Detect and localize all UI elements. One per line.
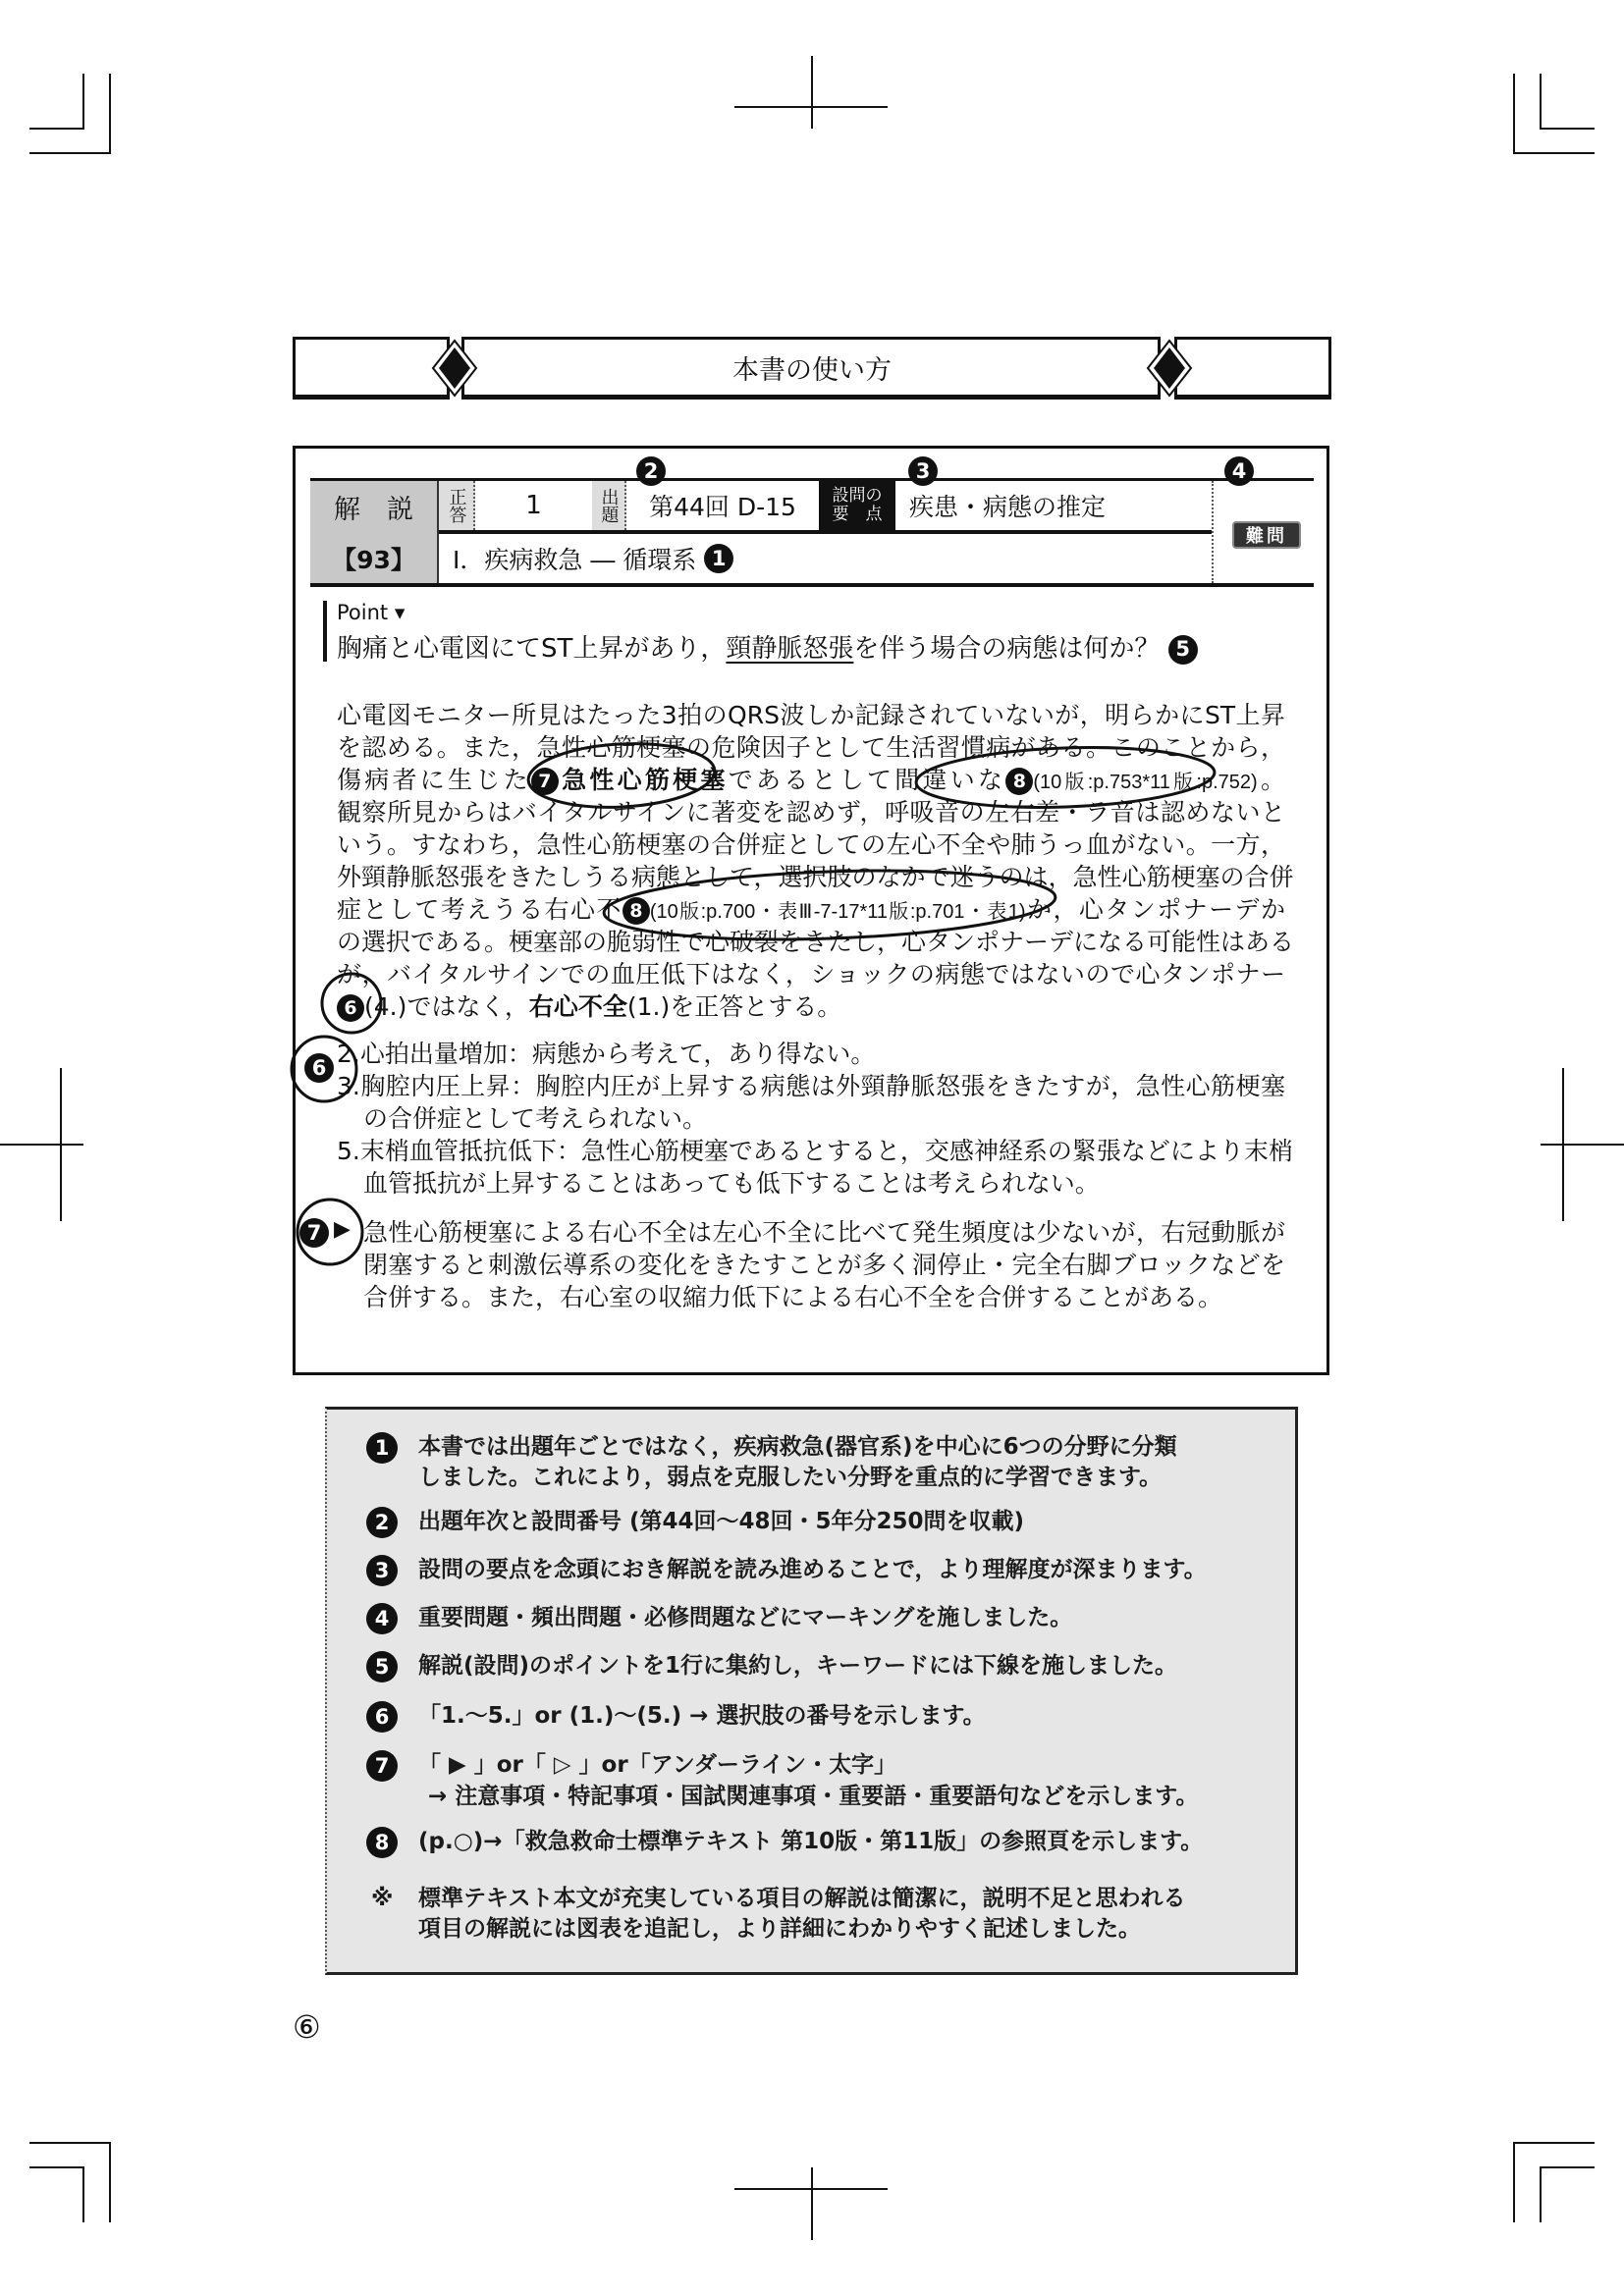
choice-item: 3.胸腔内圧上昇：胸腔内圧が上昇する病態は外頸静脈怒張をきたすが，急性心筋梗塞 xyxy=(337,1072,1285,1100)
yoten-label: 設問の 要 点 xyxy=(819,481,895,530)
body-line: 外頸静脈怒張をきたしうる病態として，選択肢のなかで迷うのは，急性心筋梗塞の合併 xyxy=(337,863,1294,891)
legend-item-1-cont: しました。これにより，弱点を克服したい分野を重点的に学習できます。 xyxy=(418,1465,1163,1490)
marker-2: 2 xyxy=(636,456,666,486)
choice-item: 2.心拍出量増加：病態から考えて，あり得ない。 xyxy=(337,1040,876,1068)
marker-8: 8 xyxy=(623,897,650,925)
keyword-underlined: 頸静脈怒張 xyxy=(726,634,854,664)
body-line: が，バイタルサインでの血圧低下はなく，ショックの病態ではないので心タンポナー xyxy=(337,960,1285,988)
category: Ⅰ．疾病救急 ― 循環系 1 xyxy=(439,534,1212,583)
legend-item-6: 「1.〜5.」or (1.)〜(5.) → 選択肢の番号を示します。 xyxy=(418,1703,986,1729)
section-banner xyxy=(293,337,1331,400)
legend-item-7: 「 ▶ 」or「 ▷ 」or「アンダーライン・太字」 xyxy=(418,1752,897,1778)
choice-item: 5.末梢血管抵抗低下：急性心筋梗塞であるとすると，交感神経系の緊張などにより末梢 xyxy=(337,1137,1293,1165)
marker-4: 4 xyxy=(1224,456,1254,486)
legend-note: 標準テキスト本文が充実している項目の解説は簡潔に，説明不足と思われる xyxy=(418,1886,1186,1911)
point-question: 胸痛と心電図にてST上昇があり，頸静脈怒張を伴う場合の病態は何か？ 5 xyxy=(337,628,1198,665)
point-bar xyxy=(323,601,327,662)
marker-5: 5 xyxy=(1168,635,1198,665)
question-header xyxy=(310,478,1314,588)
question-number: 【93】 xyxy=(332,545,415,574)
note-line: 合併する。また，右心室の収縮力低下による右心不全を合併することがある。 xyxy=(363,1283,1223,1311)
marker-3: 3 xyxy=(908,456,938,486)
marker-6: 6 xyxy=(304,1053,334,1083)
exam-id: 第44回 D-15 xyxy=(649,493,796,521)
body-line: 6 (4.)ではなく，右心不全(1.)を正答とする。 xyxy=(337,991,1285,1023)
banner-title: 本書の使い方 xyxy=(732,355,892,386)
legend-item-1: 本書では出題年ごとではなく，疾病救急(器官系)を中心に6つの分野に分類 xyxy=(418,1434,1177,1460)
legend-item-5: 解説(設問)のポイントを1行に集約し，キーワードには下線を施しました。 xyxy=(418,1653,1178,1679)
legend-note-cont: 項目の解説には図表を追記し，より詳細にわかりやすく記述しました。 xyxy=(418,1916,1141,1942)
marker-1: 1 xyxy=(704,544,733,573)
body-line: 傷病者に生じた 7 急性心筋梗塞であるとして間違いな 8 (10版:p.753*11版:p.752)。 xyxy=(337,766,1285,794)
marker-5: 5 xyxy=(366,1651,398,1682)
legend-item-8: (p.○)→「救急救命士標準テキスト 第10版・第11版」の参照頁を示します。 xyxy=(418,1829,1204,1854)
marker-7: 7 xyxy=(531,768,559,795)
marker-6: 6 xyxy=(337,994,364,1022)
choice-item-cont: の合併症として考えられない。 xyxy=(363,1104,708,1133)
marker-8: 8 xyxy=(1005,768,1033,795)
legend-item-7-cont: → 注意事項・特記事項・国試関連事項・重要語・重要語句などを示します。 xyxy=(428,1784,1199,1809)
marker-4: 4 xyxy=(366,1603,398,1634)
marker-7: 7 xyxy=(366,1750,398,1782)
difficult-badge: 難問 xyxy=(1232,521,1301,549)
page-number: ⑥ xyxy=(293,2008,321,2046)
note-line: 閉塞すると刺激伝導系の変化をきたすことが多く洞停止・完全右脚ブロックなどを xyxy=(363,1251,1285,1279)
body-line: 心電図モニター所見はたった3拍のQRS波しか記録されていないが，明らかにST上昇 xyxy=(337,701,1285,729)
marker-7: 7 xyxy=(299,1218,329,1248)
body-line: の選択である。梗塞部の脆弱性で心破裂をきたし，心タンポナーデになる可能性はある xyxy=(337,928,1295,956)
choice-item-cont: 血管抵抗が上昇することはあっても低下することは考えられない。 xyxy=(363,1169,1100,1198)
kaisetsu-label: 解 説 xyxy=(334,495,413,526)
body-line: 観察所見からはバイタルサインに著変を認めず，呼吸音の左右差・ラ音は認めないと xyxy=(337,798,1285,827)
textbook-reference: (10版:p.700・表Ⅲ-7-17*11版:p.701・表1) xyxy=(649,901,1026,923)
correct-answer: 1 xyxy=(525,491,542,520)
textbook-reference: (10版:p.753*11版:p.752) xyxy=(1033,772,1258,793)
marker-6: 6 xyxy=(366,1701,398,1733)
marker-3: 3 xyxy=(366,1555,398,1586)
marker-2: 2 xyxy=(366,1507,398,1538)
legend-item-4: 重要問題・頻出問題・必修問題などにマーキングを施しました。 xyxy=(418,1605,1073,1630)
note-line: 急性心筋梗塞による右心不全は左心不全に比べて発生頻度は少ないが，右冠動脈が xyxy=(363,1218,1285,1247)
legend-item-2: 出題年次と設問番号 (第44回〜48回・5年分250問を収載) xyxy=(418,1509,1025,1534)
point-label: Point ▾ xyxy=(337,601,406,624)
topic: 疾患・病態の推定 xyxy=(909,493,1107,521)
body-line: を認める。また，急性心筋梗塞の危険因子として生活習慣病がある。このことから， xyxy=(337,733,1285,762)
body-line: 症として考えうる右心不 8 (10版:p.700・表Ⅲ-7-17*11版:p.701・表1)か，心タンポナーデか xyxy=(337,895,1285,924)
shutsudai-label: 出題 xyxy=(592,481,626,530)
marker-1: 1 xyxy=(366,1432,398,1464)
marker-8: 8 xyxy=(366,1827,398,1858)
seito-label: 正答 xyxy=(439,481,475,530)
legend-item-3: 設問の要点を念頭におき解説を読み進めることで，より理解度が深まります。 xyxy=(418,1557,1207,1582)
legend-note-mark: ※ xyxy=(371,1886,394,1911)
body-line: いう。すなわち，急性心筋梗塞の合併症としての左心不全や肺うっ血がない。一方， xyxy=(337,830,1285,859)
note-arrow-icon: ▶ xyxy=(334,1217,351,1242)
